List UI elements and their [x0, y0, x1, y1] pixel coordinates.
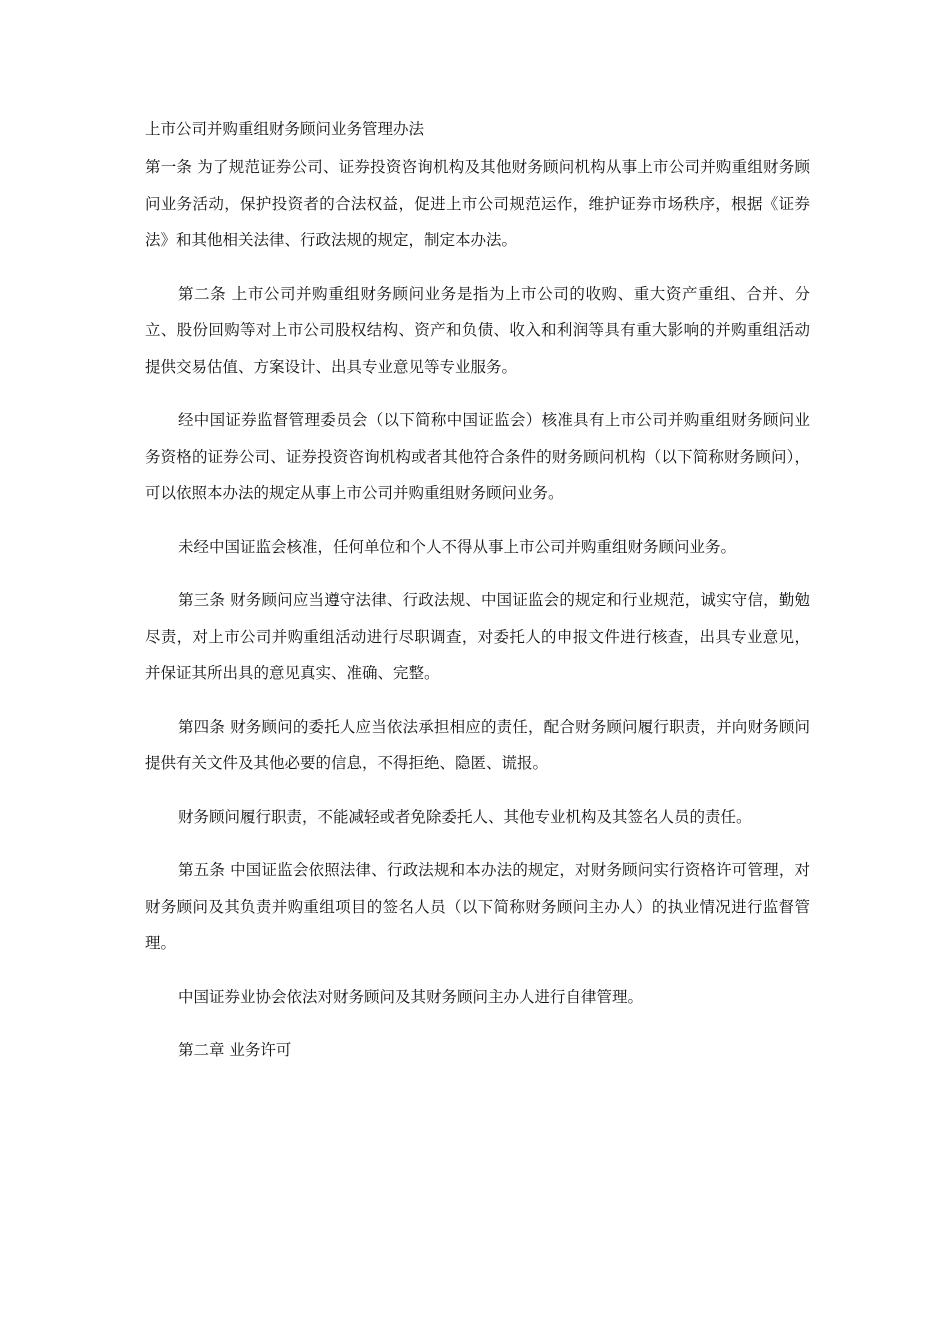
article-4: 第四条 财务顾问的委托人应当依法承担相应的责任，配合财务顾问履行职责，并向财务顾问提供有关文件及其他必要的信息，不得拒绝、隐匿、谎报。	[145, 717, 810, 772]
chapter-heading: 第二章 业务许可	[178, 1041, 292, 1059]
document-title: 上市公司并购重组财务顾问业务管理办法	[145, 120, 425, 138]
document-body	[145, 112, 810, 1086]
article-5: 第五条 中国证监会依照法律、行政法规和本办法的规定，对财务顾问实行资格许可管理，对财务顾问及其负责并购重组项目的签名人员（以下简称财务顾问主办人）的执业情况进行监督管理。	[145, 861, 810, 952]
article-5-paragraph-2: 中国证券业协会依法对财务顾问及其财务顾问主办人进行自律管理。	[178, 987, 644, 1006]
article-4-paragraph-2: 财务顾问履行职责，不能减轻或者免除委托人、其他专业机构及其签名人员的责任。	[178, 807, 752, 826]
article-1: 第一条 为了规范证券公司、证券投资咨询机构及其他财务顾问机构从事上市公司并购重组财务顾问业务活动，保护投资者的合法权益，促进上市公司规范运作，维护证券市场秩序，根据《证券法》和其他相关法律、行政法规的规定，制定本办法。	[145, 158, 810, 249]
article-2-paragraph-2: 经中国证券监督管理委员会（以下简称中国证监会）核准具有上市公司并购重组财务顾问业务资格的证券公司、证券投资咨询机构或者其他符合条件的财务顾问机构（以下简称财务顾问），可以依照本办法的规定从事上市公司并购重组财务顾问业务。	[145, 411, 810, 502]
article-2: 第二条 上市公司并购重组财务顾问业务是指为上市公司的收购、重大资产重组、合并、分立、股份回购等对上市公司股权结构、资产和负债、收入和利润等具有重大影响的并购重组活动提供交易估值、方案设计、出具专业意见等专业服务。	[145, 284, 810, 376]
article-2-paragraph-3: 未经中国证监会核准，任何单位和个人不得从事上市公司并购重组财务顾问业务。	[178, 537, 737, 556]
article-3: 第三条 财务顾问应当遵守法律、行政法规、中国证监会的规定和行业规范，诚实守信，勤勉尽责，对上市公司并购重组活动进行尽职调查，对委托人的申报文件进行核查，出具专业意见，并保证其所出具的意见真实、准确、完整。	[145, 591, 810, 682]
